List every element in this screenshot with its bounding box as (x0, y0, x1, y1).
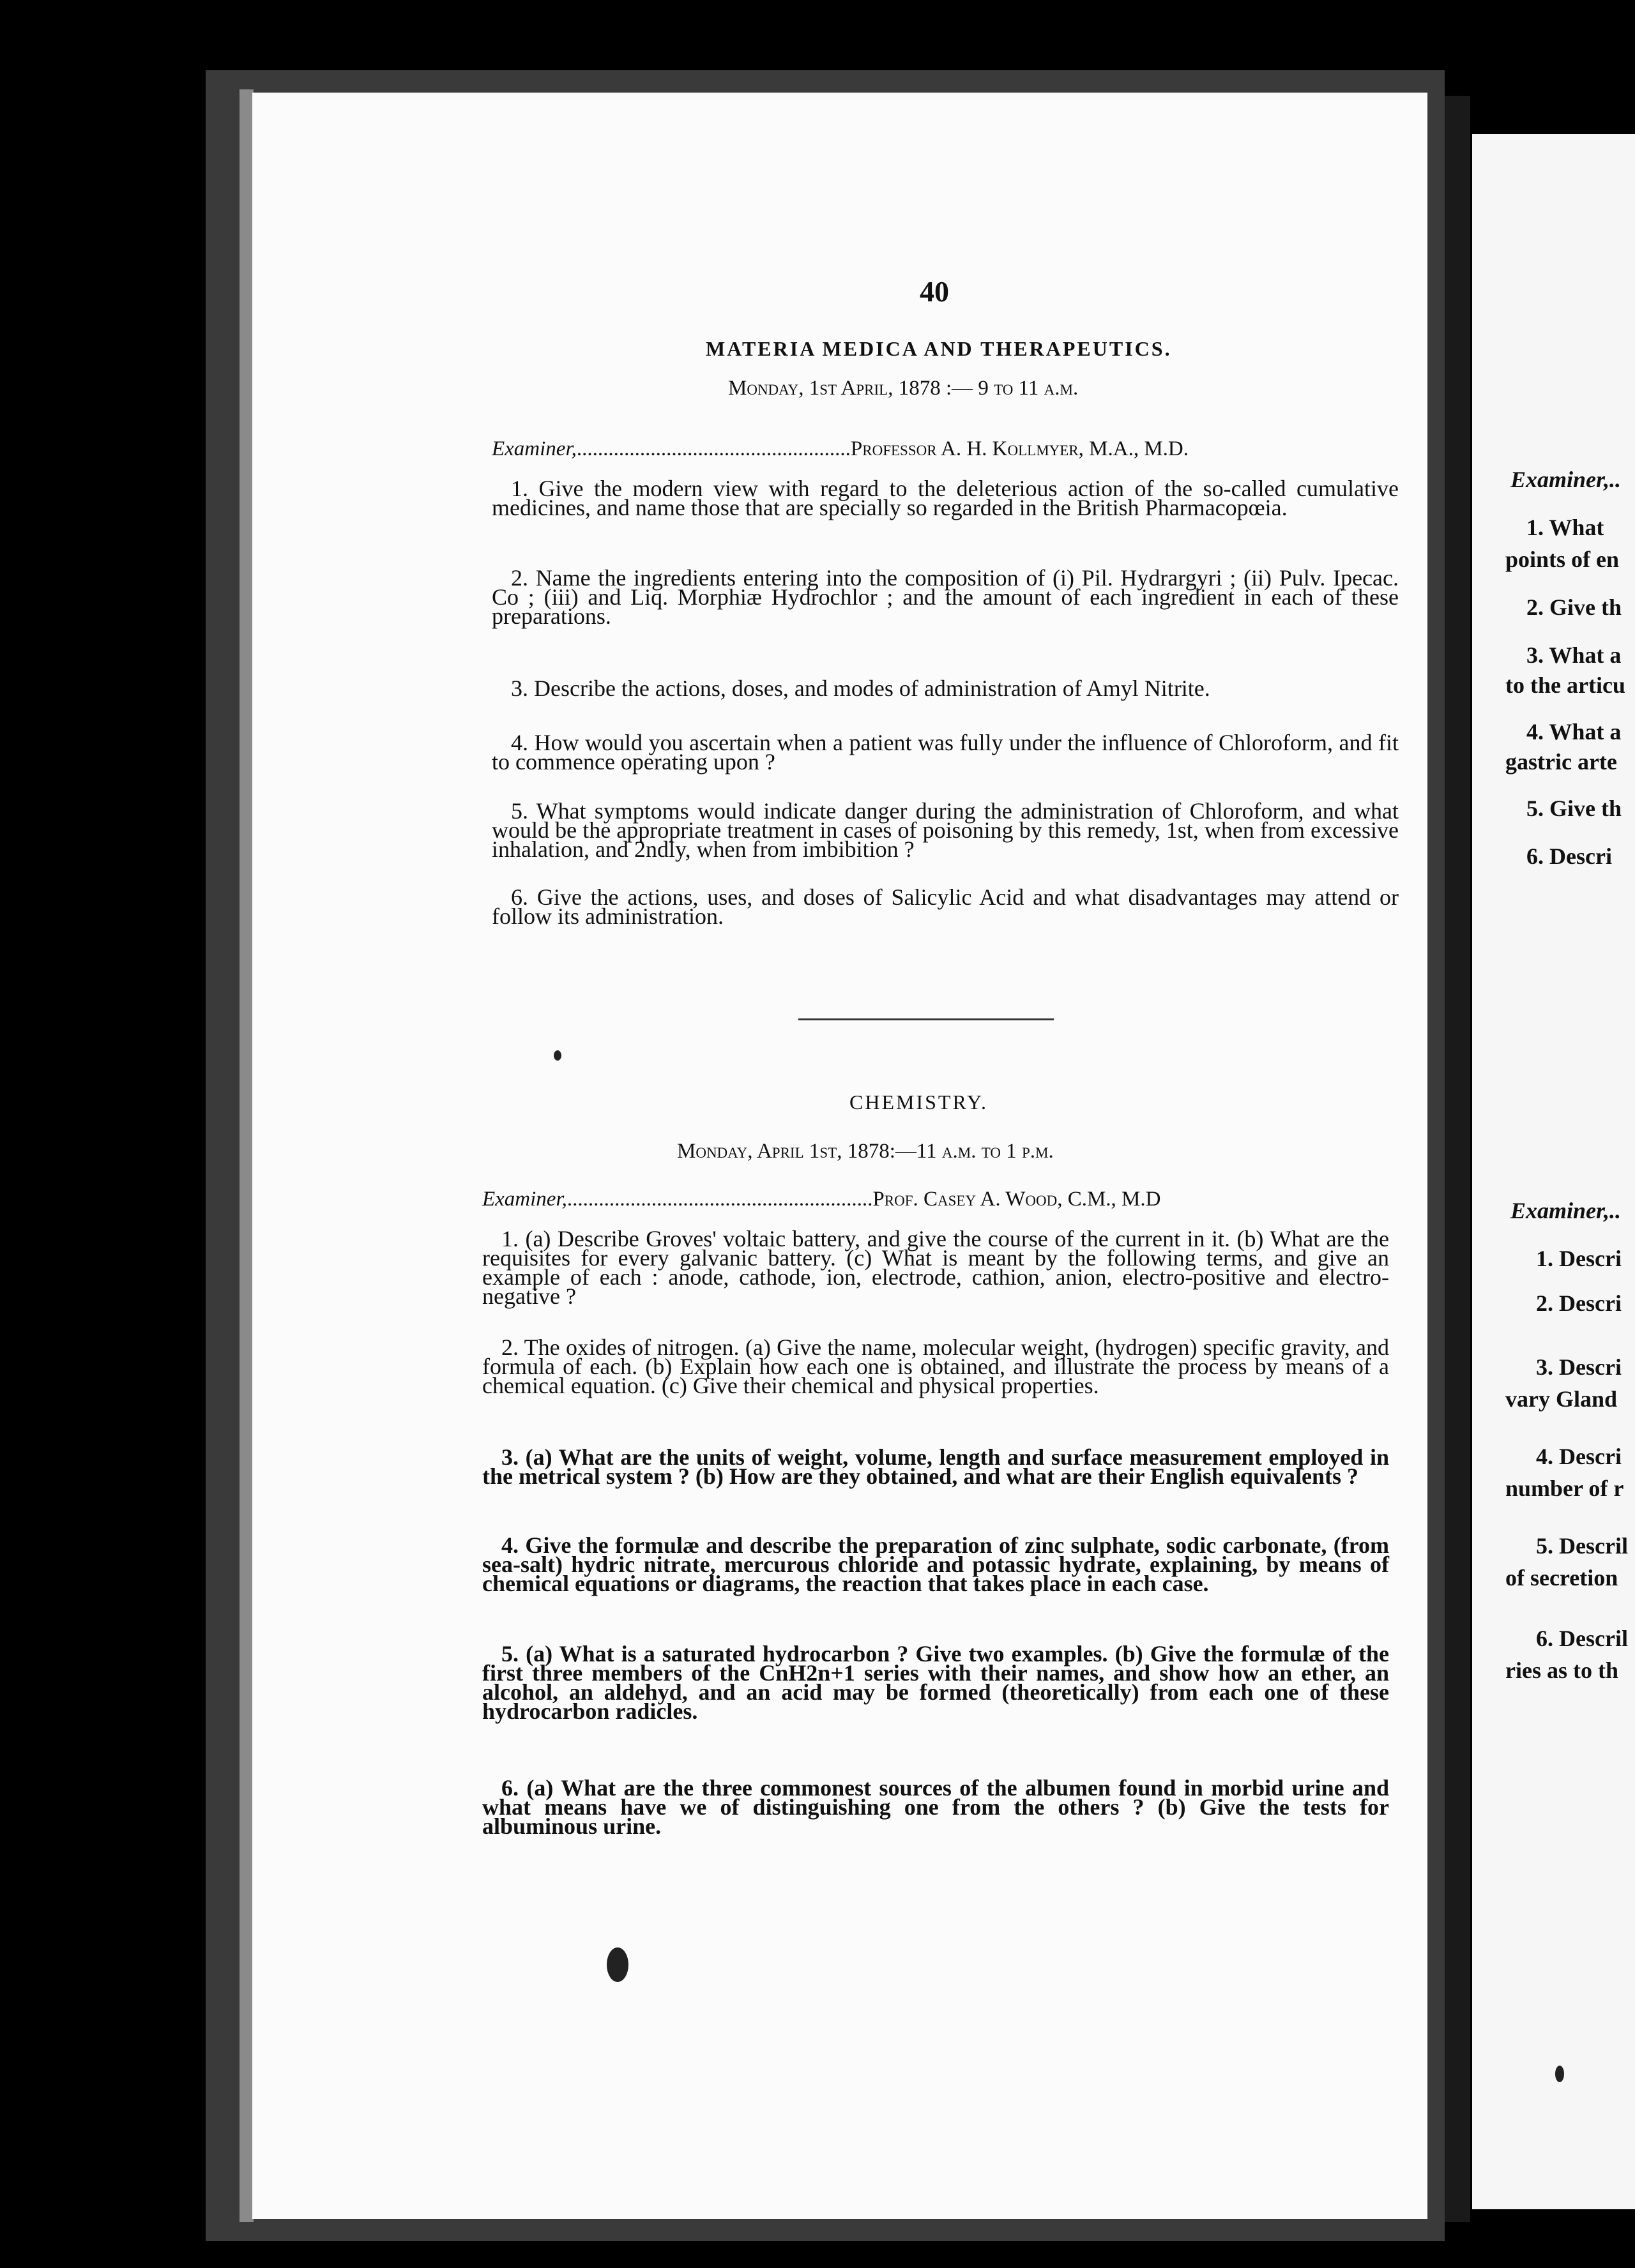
ink-blot (607, 1947, 628, 1982)
examiner-row (482, 1188, 1160, 1211)
fragment: Examiner,.. (1510, 467, 1622, 492)
fragment: gastric arte (1505, 749, 1617, 775)
fragment: 4. Descri (1536, 1444, 1622, 1469)
fragment: Examiner,.. (1510, 1198, 1622, 1223)
fragment: 1. What (1526, 515, 1604, 540)
fragment: of secretion (1505, 1565, 1618, 1591)
fragment: 1. Descri (1536, 1246, 1622, 1271)
fragment: 5. Descril (1536, 1533, 1628, 1559)
section-date: Monday, 1st April, 1878 :— 9 to 11 a.m. (728, 377, 1079, 400)
fragment: 2. Descri (1536, 1290, 1622, 1316)
section-title: CHEMISTRY. (849, 1091, 989, 1114)
fragment: points of en (1505, 547, 1620, 572)
examiner-dots: .......................................................... (567, 1188, 873, 1211)
fragment: ries as to th (1505, 1658, 1618, 1683)
fragment: number of r (1505, 1476, 1624, 1501)
question: 1. Give the modern view with regard to the deleterious action of the so-called cumulative medicines, and name those that are specially so regarded in the British Pharmacopœia. (492, 476, 1399, 520)
examiner-name: Prof. Casey A. Wood, C.M., M.D (872, 1188, 1161, 1211)
fragment: 6. Descril (1536, 1626, 1628, 1651)
question: 3. Describe the actions, doses, and modes of administration of Amyl Nitrite. (511, 676, 1210, 701)
adjacent-page (1472, 134, 1635, 2209)
ink-speck (554, 1050, 561, 1061)
section-divider (798, 1018, 1054, 1020)
fragment: vary Gland (1505, 1386, 1618, 1412)
question: 6. Give the actions, uses, and doses of Salicylic Acid and what disadvantages may attend or follow its administration. (492, 884, 1399, 929)
fragment: 3. Descri (1536, 1354, 1622, 1380)
gutter (1445, 96, 1470, 2222)
question: 2. Name the ingredients entering into the composition of (i) Pil. Hydrargyri ; (ii) Pulv. Ipecac. Co ; (iii) and Liq. Morphiæ Hydrochlor ; and the amount of each ingredient in each of these preparations. (492, 565, 1399, 629)
ink-speck (1555, 2066, 1564, 2082)
fragment: to the articu (1505, 672, 1625, 698)
page-edge (240, 89, 254, 2222)
section-title: MATERIA MEDICA AND THERAPEUTICS. (706, 337, 1172, 360)
question: 5. What symptoms would indicate danger during the administration of Chloroform, and what would be the appropriate treatment in cases of poisoning by this remedy, 1st, when from excessive inhalation, and 2ndly, when from imbibition ? (492, 798, 1399, 862)
examiner-row (492, 437, 1189, 461)
section-date: Monday, April 1st, 1878:—11 a.m. to 1 p.m. (677, 1140, 1054, 1163)
question: 4. Give the formulæ and describe the preparation of zinc sulphate, sodic carbonate, (from sea-salt) hydric nitrate, mercurous chloride and potassic hydrate, explaining, by means of chemical equations or diagrams, the reaction that takes place in each case. (482, 1532, 1389, 1596)
question: 4. How would you ascertain when a patient was fully under the influence of Chloroform, and fit to commence operating upon ? (492, 730, 1399, 775)
examiner-label: Examiner, (482, 1188, 567, 1211)
fragment: 6. Descri (1526, 843, 1612, 869)
fragment: 2. Give th (1526, 594, 1622, 620)
question: 5. (a) What is a saturated hydrocarbon ? Give two examples. (b) Give the formulæ of the first three members of the CnH2n+1 series with their names, and show how an ether, an alcohol, an aldehyd, and an acid may be formed (theoretically) from each one of these hydrocarbon radicles. (482, 1641, 1390, 1724)
page-number: 40 (920, 275, 949, 308)
question: 1. (a) Describe Groves' voltaic battery, and give the course of the current in it. (b) What are the requisites for every galvanic battery. (c) What is meant by the following terms, and give an example of each : anode, cathode, ion, electrode, cathion, anion, electro-positive and electro-negative ? (482, 1226, 1389, 1309)
examiner-label: Examiner, (492, 437, 577, 460)
question: 6. (a) What are the three commonest sources of the albumen found in morbid urine and what means have we of distinguishing one from the others ? (b) Give the tests for albuminous urine. (482, 1775, 1390, 1839)
question: 3. (a) What are the units of weight, volume, length and surface measurement employed in the metrical system ? (b) How are they obtained, and what are their English equivalents ? (482, 1444, 1390, 1489)
fragment: 4. What a (1526, 719, 1622, 745)
question: 2. The oxides of nitrogen. (a) Give the name, molecular weight, (hydrogen) specific gravity, and formula of each. (b) Explain how each one is obtained, and illustrate the process by means of a chemical equation. (c) Give their chemical and physical properties. (482, 1334, 1389, 1398)
examiner-name: Professor A. H. Kollmyer, M.A., M.D. (850, 437, 1189, 460)
document-page (252, 93, 1427, 2219)
examiner-dots: .................................................... (576, 437, 851, 460)
fragment: 5. Give th (1526, 796, 1622, 821)
fragment: 3. What a (1526, 642, 1622, 668)
